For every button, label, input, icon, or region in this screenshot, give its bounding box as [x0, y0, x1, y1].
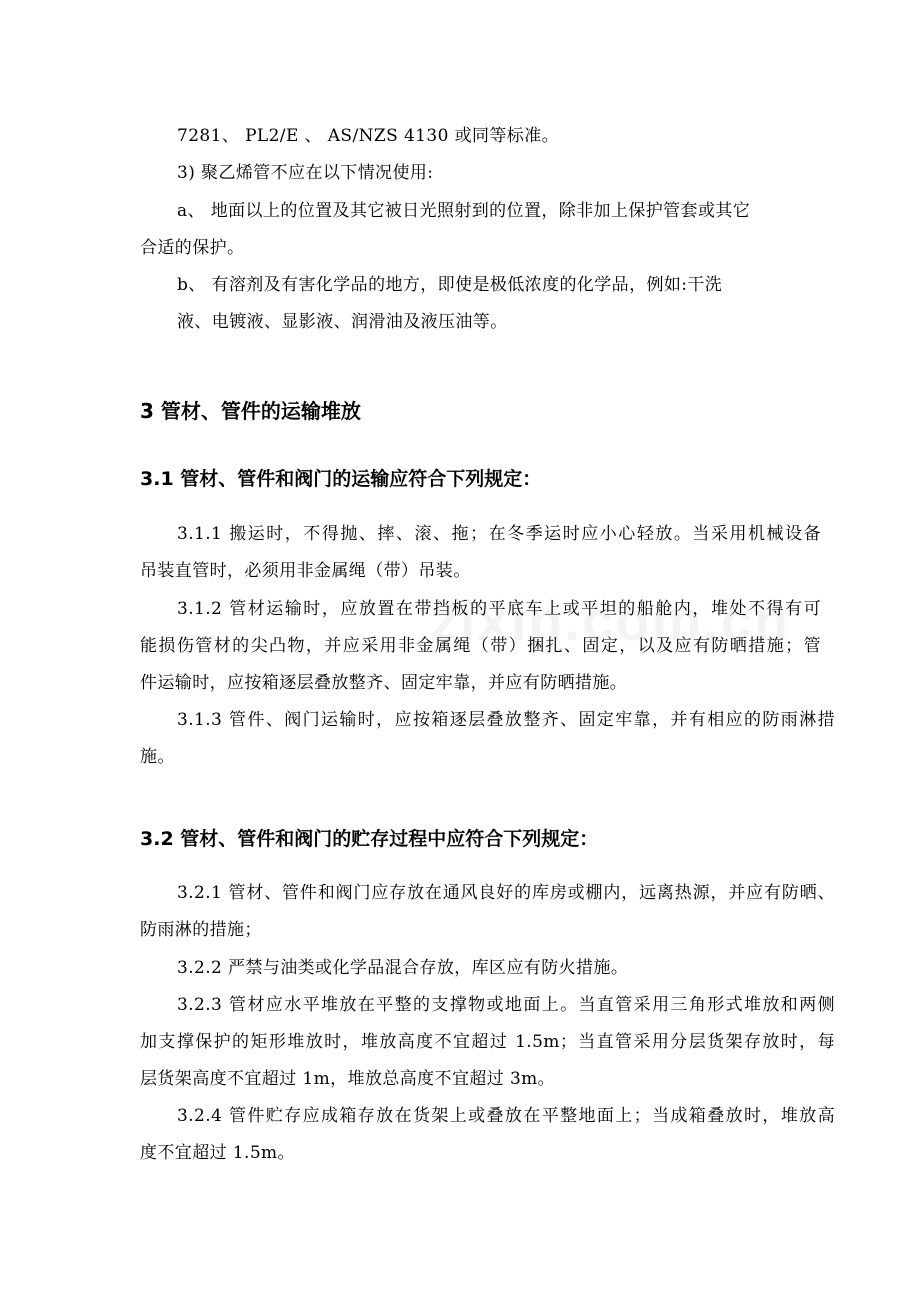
para-3-2-3-line1: 3.2.3 管材应水平堆放在平整的支撑物或地面上。当直管采用三角形式堆放和两侧 — [177, 995, 835, 1015]
para-3-2-1-line2: 防雨淋的措施； — [140, 920, 262, 940]
intro-standards-line: 7281、 PL2/E 、 AS/NZS 4130 或同等标准。 — [177, 126, 560, 146]
para-3-1-3-line1: 3.1.3 管件、阀门运输时，应按箱逐层叠放整齐、固定牢靠，并有相应的防雨淋措 — [177, 710, 835, 730]
intro-item-b-line1: b、 有溶剂及有害化学品的地方，即使是极低浓度的化学品，例如:干洗 — [177, 275, 723, 295]
para-3-2-1-line1: 3.2.1 管材、管件和阀门应存放在通风良好的库房或棚内，远离热源，并应有防晒、 — [177, 883, 835, 903]
para-3-2-3-line3: 层货架高度不宜超过 1m，堆放总高度不宜超过 3m。 — [140, 1069, 556, 1089]
section-3-heading: 3 管材、管件的运输堆放 — [140, 399, 361, 423]
para-3-1-2-line3: 件运输时，应按箱逐层叠放整齐、固定牢靠，并应有防晒措施。 — [140, 673, 628, 693]
para-3-2-4-line2: 度不宜超过 1.5m。 — [140, 1143, 295, 1163]
intro-item-a-line2: 合适的保护。 — [140, 238, 245, 258]
section-3-1-heading: 3.1 管材、管件和阀门的运输应符合下列规定： — [140, 468, 542, 490]
para-3-2-4-line1: 3.2.4 管件贮存应成箱存放在货架上或叠放在平整地面上；当成箱叠放时，堆放高 — [177, 1106, 835, 1126]
para-3-1-3-line2: 施。 — [140, 747, 175, 767]
intro-item-a-line1: a、 地面以上的位置及其它被日光照射到的位置，除非加上保护管套或其它 — [177, 201, 751, 221]
para-3-1-2-line1: 3.1.2 管材运输时，应放置在带挡板的平底车上或平坦的船舱内，堆处不得有可 — [177, 599, 821, 619]
para-3-1-1-line1: 3.1.1 搬运时，不得抛、摔、滚、拖；在冬季运时应小心轻放。当采用机械设备 — [177, 524, 821, 544]
section-3-2-heading: 3.2 管材、管件和阀门的贮存过程中应符合下列规定： — [140, 828, 599, 850]
para-3-2-2-line1: 3.2.2 严禁与油类或化学品混合存放，库区应有防火措施。 — [177, 958, 629, 978]
para-3-1-1-line2: 吊装直管时，必须用非金属绳（带）吊装。 — [140, 561, 471, 581]
para-3-1-2-line2: 能损伤管材的尖凸物，并应采用非金属绳（带）捆扎、固定，以及应有防晒措施；管 — [140, 636, 821, 656]
intro-item-b-line2: 液、电镀液、显影液、润滑油及液压油等。 — [177, 312, 508, 332]
para-3-2-3-line2: 加支撑保护的矩形堆放时，堆放高度不宜超过 1.5m；当直管采用分层货架存放时，每 — [140, 1032, 835, 1052]
intro-item-3: 3) 聚乙烯管不应在以下情况使用: — [177, 163, 434, 183]
